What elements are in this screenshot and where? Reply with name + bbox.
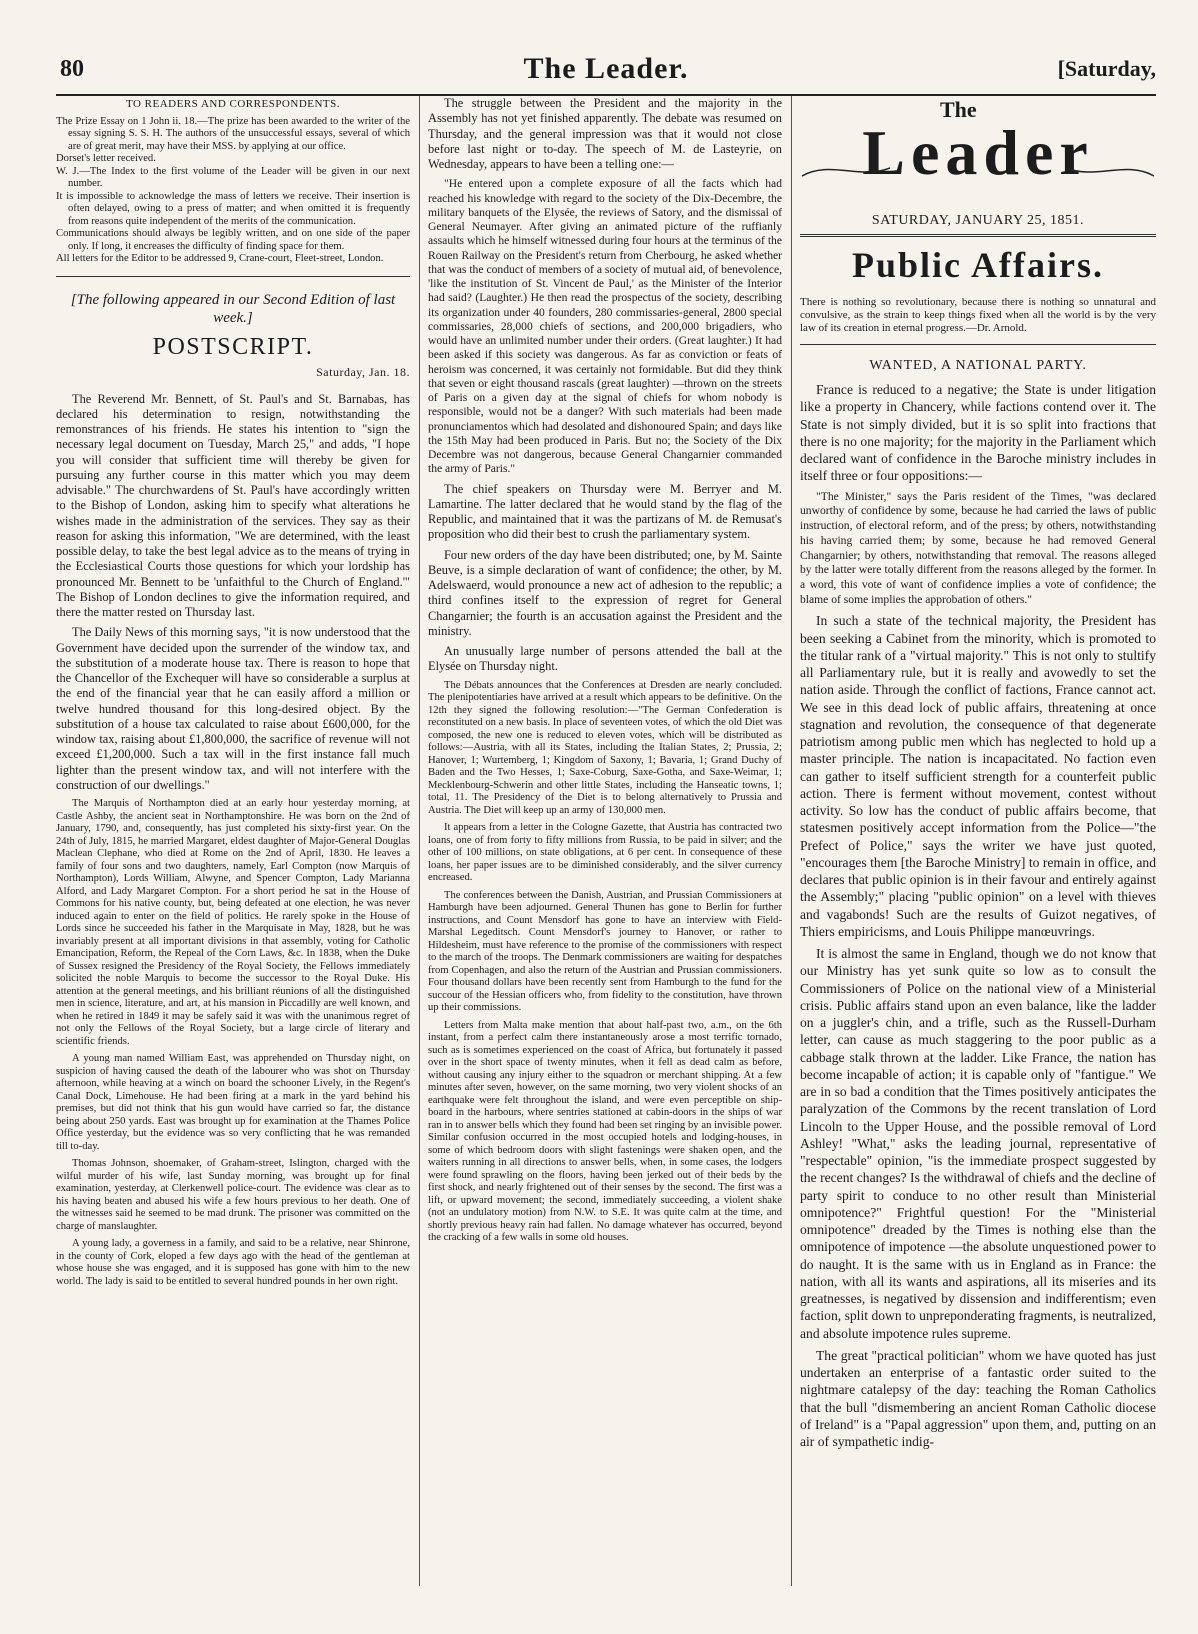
article-paragraph: The great "practical politician" whom we have quoted has just undertaken an enterprise of a fantastic order suited to the nightmare catalepsy of the day: teaching the Roman Catholics that the bull "dismembering an ancient Roman Catholic diocese of Ireland" is a "Papal aggression" upon them, and, putting on an air of sympathetic indig- — [800, 1347, 1156, 1450]
article-paragraph: The Reverend Mr. Bennett, of St. Paul's and St. Barnabas, has declared his determination to resign, notwithstanding the remonstrances of his friends. He states his intention to "sign the necessary legal document on Tuesday, March 25," and adds, "I hope you will consider that sufficient time will thereby be given for pursuing any further course in this matter which you may deem advisable." The churchwardens of St. Paul's have accordingly written to the Bishop of London, asking him to specify what alterations he wishes made in the administration of the services. They say as their reason for asking this information, "We are determined, with the least possible delay, to take the best legal advice as to the means of trying in the Ecclesiastical Courts those questions for which your lordship has pronounced Mr. Bennett to be 'unfaithful to the Church of England.'" The Bishop of London declines to give the information required, and there the matter rested on Thursday last. — [56, 391, 410, 620]
article-paragraph: The conferences between the Danish, Austrian, and Prussian Commissioners at Hamburgh have been adjourned. General Thunen has gone to Berlin for further instructions, and Count Mensdorf has gone to have an interview with Field-Marshal Legeditsch. Count Mensdorf's journey to Hanover, or rather to Hildesheim, must have reference to the promise of the commissioners with respect to the march of the troops. The Denmark commissioners are waiting for despatches from Copenhagen, and also the return of the Austrian and Prussian commissioners. Four thousand dollars have been recently sent from Hamburgh to the fund for the succour of the Hessian officers who, from fidelity to the constitution, have thrown up their commissions. — [428, 889, 782, 1013]
article-paragraph: The Marquis of Northampton died at an early hour yesterday morning, at Castle Ashby, the ancient seat in Northamptonshire. He was born on the 2nd of January, 1790, and, consequently, has just completed his sixty-first year. On the 24th of July, 1815, he married Margaret, eldest daughter of Major-General Douglas Maclean Clephane, who died at Rome on the 2nd of April, 1830. He leaves a family of four sons and two daughters, namely, Earl Compton (now Marquis of Northampton), Lords William, Alwyne, and Spencer Compton, Lady Marianna Alford, and Lady Margaret Compton. For a short period he sat in the House of Commons for his native county, but, being defeated at one election, he was never induced again to enter on the field of politics. He rarely spoke in the House of Lords since he succeeded his father in the Marquisate in May, 1828, but he was invariably present at all important divisions in that assembly, voting for Catholic Emancipation, Reform, the Repeal of the Corn Laws, &c. In 1838, when the Duke of Sussex resigned the Presidency of the Royal Society, the Fellows immediately solicited the noble Marquis to become the successor to the Royal Duke. His attention at the general meetings, and his brilliant réunions of all the distinguished men in science, literature, and art, at his mansion in Piccadilly are well known, and when he retired in 1849 it may be safely said it was with the unanimous regret of not only the Fellows of the Royal Society, but a large circle of literary and scientific friends. — [56, 798, 410, 1047]
article-paragraph: It is almost the same in England, though we do not know that our Ministry has yet sunk quite so low as to consult the Commissioners of Police on the national view of a Ministerial crisis. Public affairs stand upon an even balance, like the ladder on a juggler's chin, and a trifle, such as the Russell-Durham letter, can cause as much staggering to the poor public as a cabbage stalk thrown at the ladder. Like France, the nation has become incapable of action; it is capable only of "fantigue." We are in so bad a condition that the Times positively anticipates the paralyzation of the Commons by the recent translation of Lord Lincoln to the Upper House, and the possible removal of Lord Ashley! "What," asks the leading journal, representative of "respectable" opinion, "is the immediate prospect suggested by the recent changes? Is the withdrawal of chiefs and the decline of party spirit to conduce to no other result than Ministerial omnipotence?" Frightful question! For the "Ministerial omnipotence" dreaded by the Times is nothing else than the omnipotence of impotence —the absolute unquestioned power to do naught. It is the same with us in England as in France: the nation, with all its wants and aspirations, all its miseries and its greatnesses, is negatived by dissension and indifferentism; even faction, split down to unpreponderating fragments, is neutralized, and absolute impotence rules supreme. — [800, 946, 1156, 1341]
logo-word: Leader — [862, 117, 1094, 188]
postscript-title: POSTSCRIPT. — [152, 334, 314, 361]
page-number: 80 — [60, 56, 84, 82]
notice: The Prize Essay on 1 John ii. 18.—The prize has been awarded to the writer of the essay signing S. S. H. The authors of the unsuccessful essays, several of which are of great merit, may have their MSS. by applying at our office. — [56, 115, 410, 152]
article-paragraph: A young lady, a governess in a family, and said to be a relative, near Shinrone, in the county of Cork, eloped a few days ago with the head of the gentleman at whose house she was engaged, and it is supposed has gone with him to the new world. The lady is said to be entitled to several hundred pounds in her own right. — [56, 1238, 410, 1287]
article-paragraph: A young man named William East, was apprehended on Thursday night, on suspicion of having caused the death of the labourer who was shot on Thursday afternoon, while heaving at a winch on board the schooner Lively, in the Regent's Canal Dock, Limehouse. He had been firing at a mark in the yard behind his premises, but did not think that his gun would have carried so far, the distance being about 250 yards. East was brought up for examination at the Thames Police Office yesterday, but the evidence was so very conflicting that he was remanded till to-day. — [56, 1053, 410, 1152]
column-middle — [428, 96, 782, 1586]
article-paragraph: Four new orders of the day have been distributed; one, by M. Sainte Beuve, is a simple declaration of want of confidence; the other, by M. Adelswaerd, would pronounce a new act of adhesion to the republic; a third confines itself to the expression of regret for General Changarnier; the fourth is an accusation against the President and the ministry. — [428, 547, 782, 638]
column-left — [56, 96, 410, 1586]
notice: Dorset's letter received. — [56, 153, 156, 165]
divider — [56, 276, 410, 277]
article-paragraph: In such a state of the technical majority, the President has been seeking a Cabinet from the minority, which is promoted to the titular rank of a "virtual majority." This is not only to stultify all Parliamentary rule, but it is really and avowedly to set the nation aside. Through the conflict of factions, France cannot act. We see in this dead lock of public affairs, threatening at once stagnation and revolution, the consequence of that degenerate patriotism among public men which has neglected to hold up a master principle. The nation is incapacitated. No faction even can gather to itself sufficient strength for a counterfeit public action. There is ferment without movement, contest without activity. So low has the conduct of public affairs become, that statesmen positively accept information from the Police—"the Prefect of Police," says the writer we have just quoted, "encourages them [the Baroche Ministry] to remain in office, and declares that public opinion is in their favour and entirely against the Assembly;" placing "public opinion" on a level with thieves and vagabonds! Such are the results of Guizot negatives, of Thiers empiricisms, and Louis Philippe manœuvrings. — [800, 613, 1156, 939]
notice: It is impossible to acknowledge the mass of letters we receive. Their insertion is often delayed, owing to a press of matter; and when omitted it is frequently from reasons quite independent of the merits of the communication. — [56, 190, 410, 227]
article-paragraph: Letters from Malta make mention that about half-past two, a.m., on the 6th instant, from a perfect calm there instantaneously arose a most terrific tornado, such as is sometimes experienced on the coast of Africa, but fortunately it passed over in the short space of twenty minutes, when it fell as dead calm as before, without causing any injury either to the squadron or merchant shipping. At a few minutes after seven, however, on the same morning, two very violent shocks of an earthquake were felt throughout the island, and were even perceptible on ship-board in the harbours, where sentries stationed at cabin-doors in the ships of war ran in to answer bells which they found had been set ringing by an invisible power. Similar confusion occurred in the most occupied hotels and lodging-houses, in some of which bedroom doors with slight fastenings were shaken open, and the waiters running in all directions to answer bells, when, in some cases, the lodgers were found sprawling on the floors, having been jerked out of their beds by the first shock, and nearly frightened out of their senses by the second. The first was a lift, or upward movement; the second, immediately succeeding, a violent shake (not an undulatory motion) from N.W. to S.E. It was quite calm at the time, and shortly previous heavy rain had fallen. No damage whatever has occurred, beyond the cracking of a few walls in some old houses. — [428, 1019, 782, 1243]
issue-date: SATURDAY, JANUARY 25, 1851. — [871, 213, 1085, 228]
article-paragraph: The Daily News of this morning says, "it is now understood that the Government have decided upon the surrender of the window tax, and the substitution of a moderate house tax. There is reason to hope that the Chancellor of the Exchequer will have so considerable a surplus at the end of the financial year that he can easily afford a million or twelve hundred thousand for this long-desired object. By the substitution of a house tax calculated to raise about £600,000, for the window tax, raising about £1,800,000, the sacrifice of revenue will not exceed £1,200,000. Such a tax will in the first instance fall much lighter than the present window tax, and will not interfere with the construction of our dwellings." — [56, 625, 410, 792]
article-paragraph: Thomas Johnson, shoemaker, of Graham-street, Islington, charged with the wilful murder of his wife, last Sunday morning, was brought up for final examination, yesterday, at Clerkenwell police-court. The evidence was clear as to his having beaten and abused his wife a few hours previous to her death. One of the witnesses said he seemed to be mad drunk. The prisoner was committed on the charge of manslaughter. — [56, 1158, 410, 1232]
notice: Communications should always be legibly written, and on one side of the paper only. If long, it encreases the difficulty of finding space for them. — [56, 228, 410, 252]
article-paragraph: It appears from a letter in the Cologne Gazette, that Austria has contracted two loans, one of from forty to fifty millions from Russia, to be paid in silver; and the other of 100 millions, on state obligations, at 6 per cent. In consequence of these loans, her paper issues are to be diminished considerably, and the silver currency encreased. — [428, 822, 782, 883]
flourish-ornament — [800, 158, 1156, 182]
quoted-speech: "He entered upon a complete exposure of all the facts which had reached his knowledge with regard to the society of the Dix-Decembre, the military banquets of the Elysée, the reviews of Satory, and the dismissal of General Neumayer. After giving an animated picture of the ruffianly assaults which he himself witnessed during four hours at the terminus of the Rouen Railway on the President's return from Cherbourg, he asked whether that was the conduct of members of a society of mutual aid, of benevolence, 'like the institution of St. Vincent de Paul,' as the Minister of the Interior had said? (Laughter.) He then read the prospectus of the society, describing its organization under 40 founders, 280 commissaries-general, 2800 special commissaries, 28,000 chiefs of sections, and 200,000 brigadiers, who would have an unlimited number under their orders. (Great laughter.) It had been asked if this society was dangerous. As far as conviction or feats of heroism was concerned, it was certainly not formidable. But did they think that seven or eight thousand rascals (great laughter) —thrown on the streets of Paris on a given day at the signal of chiefs for whom nobody is responsible, would not be a danger? With such materials had been made pronunciamentos which had desolated and dishonoured Spain; and days like the 15th May had been produced in Paris. But no; the Society of the Dix Decembre was not dangerous, because General Changarnier commanded the army of Paris." — [428, 177, 782, 476]
logo-the: The — [940, 97, 977, 122]
page-header — [56, 52, 1156, 96]
article-title: WANTED, A NATIONAL PARTY. — [869, 358, 1087, 374]
divider — [800, 344, 1156, 345]
second-edition-note: [The following appeared in our Second Edition of last week.] — [70, 291, 396, 326]
article-paragraph: The Débats announces that the Conferences at Dresden are nearly concluded. The plenipotentiaries have arrived at a result which appears to be definitive. On the 12th they signed the following resolution:—"The German Confederation is reconstituted on a new basis. In place of seventeen votes, of which the old Diet was composed, the new one is reduced to eleven votes, which will be distributed as follows:—Austria, with all its States, including the Italian States, 2; Prussia, 2; Hanover, 1; Wurtemberg, 1; Kingdom of Saxony, 1; Bavaria, 1; Grand Duchy of Baden and the Two Hesses, 1; Saxe-Coburg, Saxe-Gotha, and Saxe-Weimar, 1; Mecklenbourg-Schwerin and other little States, including the Hanseatic towns, 1; total, 11. The Presidency of the Diet is to belong alternatively to Prussia and Austria. The Diet will keep up an army of 130,000 men. — [428, 679, 782, 816]
double-rule — [800, 234, 1156, 237]
leader-logo — [800, 96, 1156, 206]
notices — [56, 116, 410, 266]
notice: All letters for the Editor to be addressed 9, Crane-court, Fleet-street, London. — [56, 253, 384, 265]
readers-heading: TO READERS AND CORRESPONDENTS. — [125, 98, 341, 110]
column-right — [800, 96, 1156, 1586]
article-paragraph: The chief speakers on Thursday were M. Berryer and M. Lamartine. The latter declared that he would stand by the flag of the Republic, and maintained that it was the partizans of M. de Remusat's proposition who did their best to crush the parliamentary system. — [428, 481, 782, 542]
article-paragraph: France is reduced to a negative; the State is under litigation like a property in Chancery, while factions contend over it. The State is not simply divided, but it is so split into fractions that there is no one majority; for the majority in the Parliament which declared want of confidence in the Baroche ministry includes in itself three or four oppositions:— — [800, 382, 1156, 484]
section-title: Public Affairs. — [852, 244, 1104, 285]
quoted-passage: "The Minister," says the Paris resident of the Times, "was declared unworthy of confidence by some, because he had carried the laws of public instruction, of electoral reform, and of the press; by others, notwithstanding his having carried them; by some, because he had removed General Changarnier; by others, notwithstanding that removal. The reasons alleged by the latter were totally different from the reasons alleged by the former. In a word, this vote of want of confidence implies a vote of confidence; the blame of some implies the approbation of others." — [800, 489, 1156, 606]
header-day: [Saturday, — [1057, 56, 1156, 81]
postscript-date: Saturday, Jan. 18. — [316, 364, 410, 379]
article-paragraph: The struggle between the President and the majority in the Assembly has not yet finished apparently. The debate was resumed on Thursday, and the general impression was that it would not close before last night or to-day. The speech of M. de Lasteyrie, on Wednesday, appears to have been a telling one:— — [428, 96, 782, 171]
notice: W. J.—The Index to the first volume of the Leader will be given in our next number. — [56, 165, 410, 190]
column-rule — [419, 96, 420, 1586]
article-paragraph: An unusually large number of persons attended the ball at the Elysée on Thursday night. — [428, 644, 782, 674]
masthead: The Leader. — [523, 52, 689, 85]
column-rule — [791, 96, 792, 1586]
motto: There is nothing so revolutionary, because there is nothing so unnatural and convulsive, as the strain to keep things fixed when all the world is by the very law of its creation in eternal progress.—Dr. Arnold. — [800, 296, 1156, 334]
